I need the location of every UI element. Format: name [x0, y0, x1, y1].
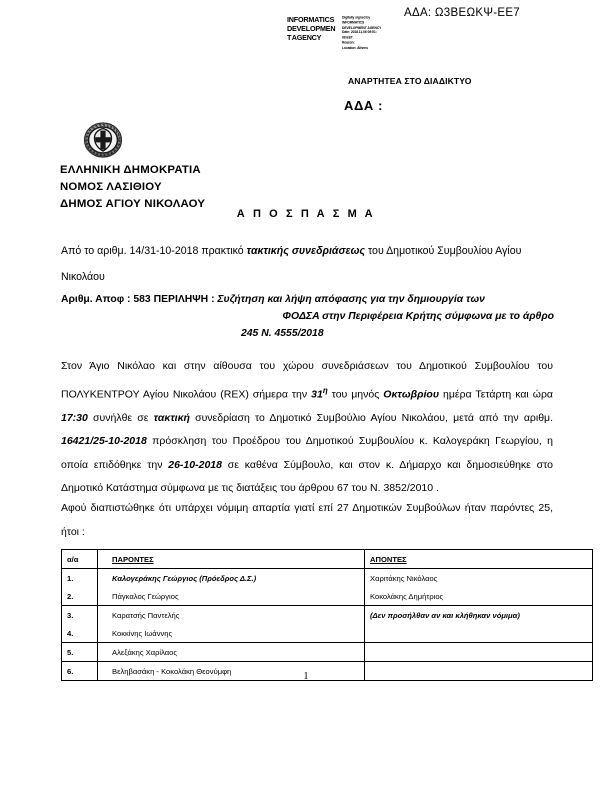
present-member: Πάγκαλος Γεώργιος: [98, 587, 365, 606]
table-row: [62, 624, 593, 643]
summary-line-2: ΦΟΔΣΑ στην Περιφέρεια Κρήτης σύμφωνα με το άρθρο: [282, 311, 554, 322]
header-absent: ΑΠΟΝΤΕΣ: [365, 550, 593, 569]
invitation-number: 16421/25-10-2018: [61, 435, 147, 447]
absence-note: (Δεν προσήλθαν αν και κλήθηκαν νόμιμα): [365, 606, 593, 625]
summary-line-1: Συζήτηση και λήψη απόφασης για την δημιουργία των: [217, 294, 485, 305]
decision-number-label: Αριθμ. Αποφ : 583 ΠΕΡΙΛΗΨΗ :: [61, 294, 218, 305]
table-row: [62, 569, 593, 588]
body-seg-4: συνήλθε σε: [87, 411, 154, 424]
session-month: Οκτωβρίου: [383, 388, 440, 400]
present-member: Αλεξάκης Χαρίλαος: [98, 643, 365, 662]
present-member: Κοκκίνης Ιωάννης: [98, 624, 365, 643]
signature-details: Digitally signed by INFORMATICS DEVELOPMENT AGENCY Date: 2018.11.06 09:51: 08 EET Reason: Location: Athens: [342, 15, 382, 50]
attendance-table: [61, 549, 593, 681]
delivery-date: 26-10-2018: [168, 458, 222, 471]
present-member: Βεληβασάκη - Κοκολάκη Θεονύμφη: [98, 662, 365, 681]
greek-coat-of-arms-icon: [83, 120, 123, 160]
body-seg-1: Στον Άγιο Νικόλαο και στην αίθουσα του χώρου συνεδριάσεων του Δημοτικού Συμβουλίου του ΠΟΛΥΚΕΝΤΡΟΥ Αγίου Νικολάου (REX) σήμερα την: [61, 360, 553, 400]
ada-label: ΑΔΑ :: [344, 98, 384, 113]
session-day-suffix: η: [322, 385, 328, 395]
intro-text-post: του Δημοτικού Συμβουλίου Αγίου Νικολάου: [61, 245, 522, 283]
row-index: 2.: [62, 587, 98, 606]
table-row: [62, 643, 593, 662]
quorum-paragraph: Αφού διαπιστώθηκε ότι υπάρχει νόμιμη απαρτία γιατί επί 27 Δημοτικών Συμβούλων ήταν παρόντες 25, ήτοι :: [61, 502, 553, 538]
session-day: 31: [311, 388, 323, 400]
intro-text-emphasis: τακτικής συνεδριάσεως: [246, 245, 366, 257]
body-seg-5: συνεδρίαση το Δημοτικό Συμβούλιο Αγίου Νικολάου, μετά από την αριθμ.: [189, 411, 553, 424]
body-seg-6: πρόσκληση του Προέδρου του Δημοτικού Συμβουλίου κ. Καλογεράκη Γεωργίου, η οποία επιδόθηκε την: [61, 435, 553, 471]
publication-notice: ΑΝΑΡΤΗΤΕΑ ΣΤΟ ΔΙΑΔΙΚΤΥΟ: [348, 76, 472, 86]
page-number: 1: [303, 671, 309, 682]
authority-line-country: ΕΛΛΗΝΙΚΗ ΔΗΜΟΚΡΑΤΙΑ: [60, 164, 201, 176]
ada-code-top: ΑΔΑ: Ω3ΒΕΩΚΨ-ΕΕ7: [404, 7, 520, 19]
authority-line-municipality: ΔΗΜΟΣ ΑΓΙΟΥ ΝΙΚΟΛΑΟΥ: [60, 198, 206, 210]
intro-paragraph: [61, 238, 553, 290]
absent-member: [365, 643, 593, 662]
signature-agency-name: INFORMATICS DEVELOPMEN T AGENCY: [287, 15, 336, 42]
present-member: Καλογεράκης Γεώργιος (Πρόεδρος Δ.Σ.): [98, 569, 365, 588]
absent-member: [365, 624, 593, 643]
summary-line-3: 245 Ν. 4555/2018: [241, 328, 324, 339]
row-index: 5.: [62, 643, 98, 662]
header-present: ΠΑΡΟΝΤΕΣ: [98, 550, 365, 569]
table-row: [62, 606, 593, 625]
session-type: τακτική: [153, 411, 190, 424]
absent-member: Χαριτάκης Νικόλαος: [365, 569, 593, 588]
body-seg-7: σε καθένα Σύμβουλο, και στον κ. Δήμαρχο και δημοσιεύθηκε στο Δημοτικό Κατάστημα σύμφωνα με τις διατάξεις του άρθρου 67 του Ν. 3852/2010 .: [61, 458, 553, 494]
table-header-row: [62, 550, 593, 569]
session-time: 17:30: [61, 411, 88, 424]
authority-line-prefecture: ΝΟΜΟΣ ΛΑΣΙΘΙΟΥ: [60, 181, 162, 193]
document-title: Α Π Ο Σ Π Α Σ Μ Α: [236, 208, 376, 220]
absent-member: Κοκολάκης Δημήτριος: [365, 587, 593, 606]
body-seg-2: του μηνός: [327, 388, 384, 400]
row-index: 3.: [62, 606, 98, 625]
header-index: α/α: [62, 550, 98, 569]
present-member: Καρατσής Παντελής: [98, 606, 365, 625]
digital-signature-stamp: [287, 16, 408, 50]
issuing-authority: [60, 162, 205, 213]
decision-summary: [61, 291, 554, 342]
row-index: 6.: [62, 662, 98, 681]
intro-text-pre: Από το αριθμ. 14/31-10-2018 πρακτικό: [61, 245, 247, 257]
row-index: 1.: [62, 569, 98, 588]
row-index: 4.: [62, 624, 98, 643]
session-details-paragraph: [61, 355, 553, 501]
body-seg-3: ημέρα Τετάρτη και ώρα: [439, 388, 554, 400]
table-row: [62, 587, 593, 606]
